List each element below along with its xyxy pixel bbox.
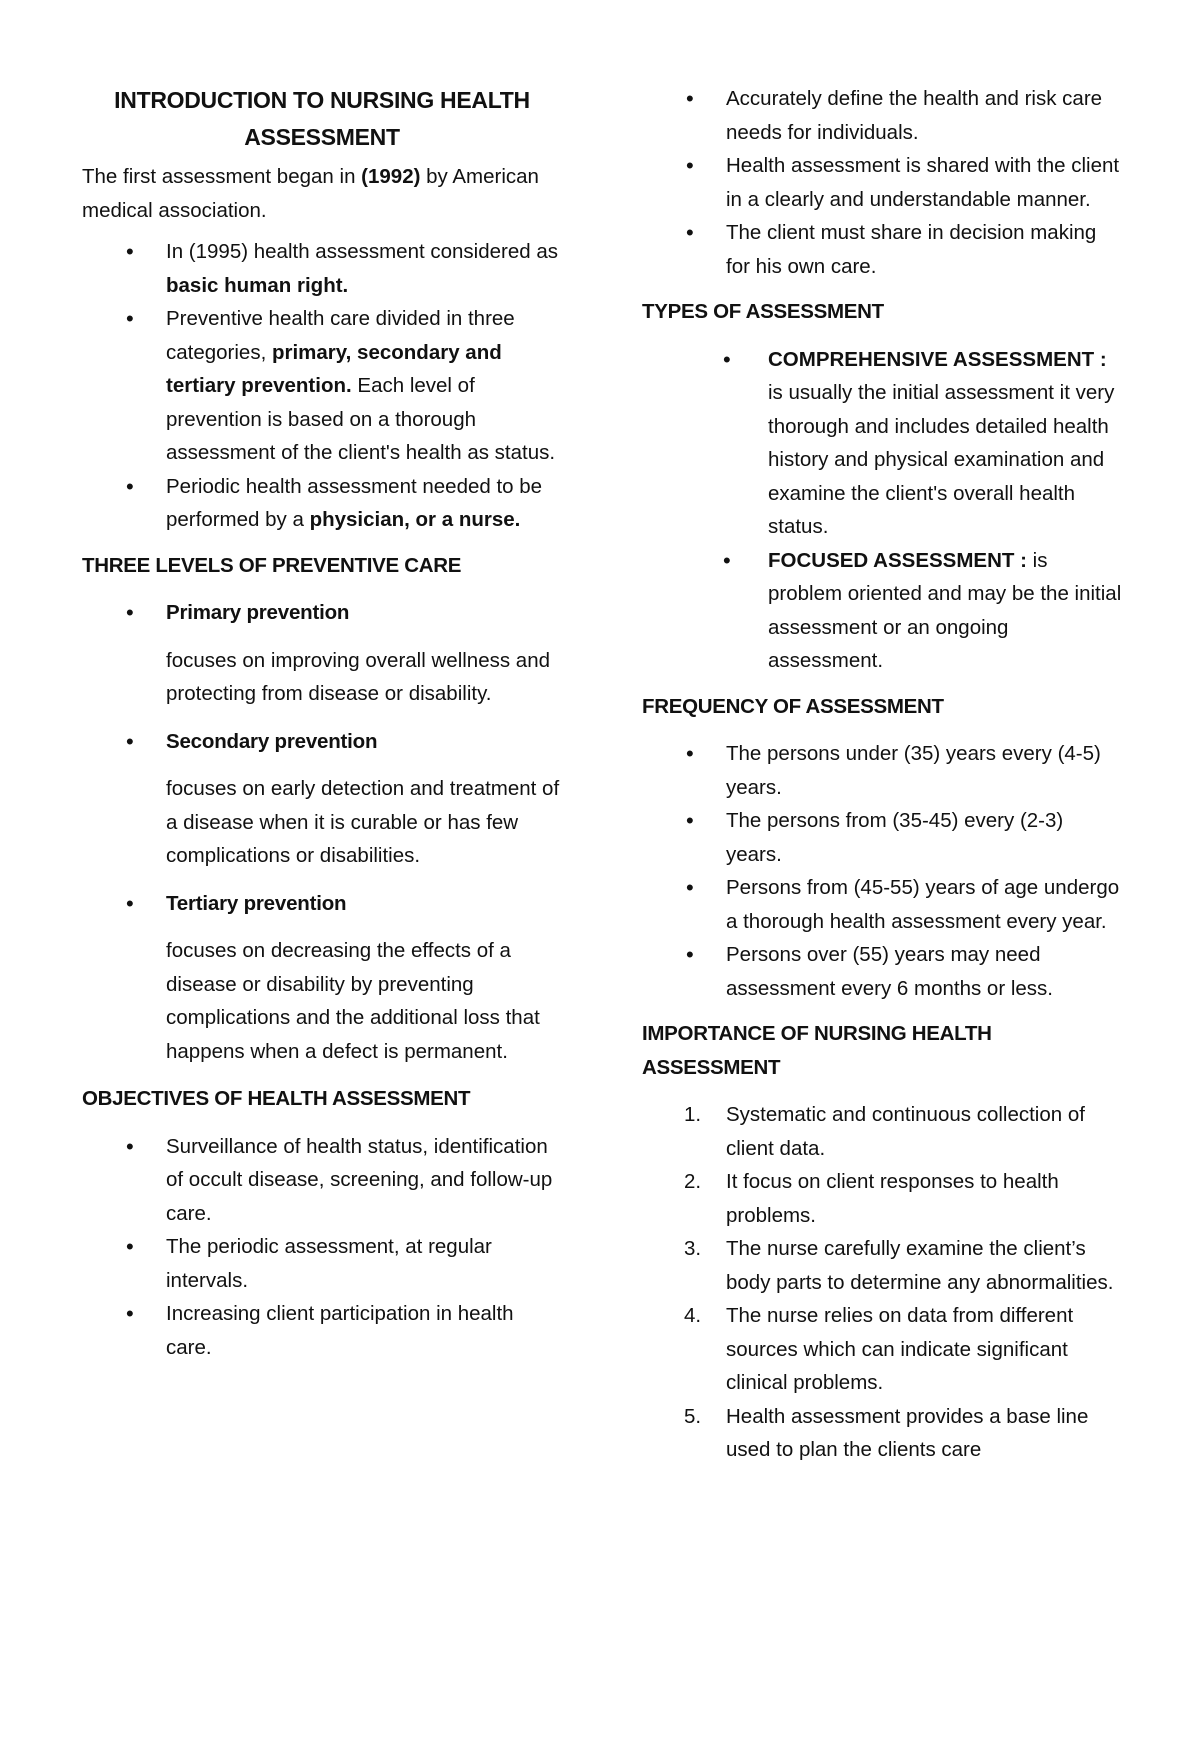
list-item bbox=[642, 1165, 1122, 1232]
item-number: 4. bbox=[684, 1304, 702, 1327]
type-description: is usually the initial assessment it very thorough and includes detailed health history and physical examination and examine the client's overall health status. bbox=[768, 381, 1115, 538]
intro-paragraph bbox=[82, 160, 562, 227]
types-list bbox=[642, 343, 1122, 678]
list-item bbox=[642, 1400, 1122, 1467]
level-name: • Primary prevention bbox=[166, 601, 350, 624]
levels-list bbox=[82, 596, 562, 1068]
list-item: • Increasing client participation in health care. bbox=[82, 1297, 562, 1364]
title-line-2: ASSESSMENT bbox=[244, 124, 400, 150]
title-line-1: INTRODUCTION TO NURSING HEALTH bbox=[114, 87, 530, 113]
item-text: The nurse relies on data from different sources which can indicate significant clinical problems. bbox=[726, 1304, 1074, 1394]
level-name: • Tertiary prevention bbox=[166, 891, 347, 915]
objectives-heading: OBJECTIVES OF HEALTH ASSESSMENT bbox=[82, 1087, 471, 1110]
item-number: 2. bbox=[684, 1170, 702, 1193]
level-item-secondary bbox=[82, 725, 562, 873]
objectives-list-right bbox=[642, 82, 1122, 283]
item-text: The nurse carefully examine the client’s body parts to determine any abnormalities. bbox=[726, 1237, 1114, 1294]
bullet-bold-text: primary, secondary and tertiary prevention. bbox=[166, 340, 502, 397]
list-item: • Surveillance of health status, identification of occult disease, screening, and follow-up care. bbox=[82, 1130, 562, 1231]
list-item bbox=[642, 1098, 1122, 1165]
intro-text-2: by American medical association. bbox=[82, 165, 539, 222]
list-item bbox=[642, 1299, 1122, 1400]
list-item: • Persons from (45-55) years of age undergo a thorough health assessment every year. bbox=[642, 871, 1122, 938]
importance-list bbox=[642, 1098, 1122, 1467]
list-item bbox=[82, 470, 562, 537]
left-column bbox=[82, 82, 562, 1370]
level-name: • Secondary prevention bbox=[166, 729, 378, 753]
list-item bbox=[642, 1232, 1122, 1299]
list-item: • Health assessment is shared with the client in a clearly and understandable manner. bbox=[642, 149, 1122, 216]
bullet-text: Preventive health care divided in three categories, bbox=[166, 307, 515, 364]
list-item bbox=[82, 302, 562, 470]
list-item: • The persons under (35) years every (4-5) years. bbox=[642, 737, 1122, 804]
types-heading: TYPES OF ASSESSMENT bbox=[642, 300, 884, 323]
list-item bbox=[642, 343, 1122, 544]
item-text: Systematic and continuous collection of client data. bbox=[726, 1103, 1085, 1160]
levels-heading: THREE LEVELS OF PREVENTIVE CARE bbox=[82, 553, 462, 577]
objectives-list-left bbox=[82, 1130, 562, 1365]
list-item bbox=[642, 544, 1122, 678]
list-item: • The periodic assessment, at regular intervals. bbox=[82, 1230, 562, 1297]
type-name: COMPREHENSIVE ASSESSMENT : bbox=[768, 347, 1107, 371]
bullet-bold-text: physician, or a nurse. bbox=[309, 508, 521, 531]
frequency-heading: FREQUENCY OF ASSESSMENT bbox=[642, 694, 944, 718]
list-item bbox=[82, 235, 562, 302]
level-description: focuses on improving overall wellness and protecting from disease or disability. bbox=[166, 648, 551, 705]
type-description: is problem oriented and may be the initial assessment or an ongoing assessment. bbox=[768, 548, 1122, 672]
level-description: focuses on decreasing the effects of a disease or disability by preventing complications and the additional loss that happens when a defect is permanent. bbox=[166, 939, 540, 1063]
intro-bullet-list bbox=[82, 235, 562, 537]
intro-text-1: The first assessment began in bbox=[82, 165, 362, 188]
level-item-tertiary bbox=[82, 887, 562, 1069]
bullet-text: Periodic health assessment needed to be performed by a bbox=[166, 474, 543, 531]
item-text: It focus on client responses to health problems. bbox=[726, 1170, 1059, 1227]
list-item: • Persons over (55) years may need assessment every 6 months or less. bbox=[642, 938, 1122, 1005]
bullet-bold-text: basic human right. bbox=[166, 273, 349, 297]
item-text: Health assessment provides a base line used to plan the clients care bbox=[726, 1404, 1089, 1461]
type-name: FOCUSED ASSESSMENT : bbox=[768, 548, 1027, 572]
item-number: 3. bbox=[684, 1237, 702, 1260]
right-column bbox=[642, 82, 1122, 1473]
list-item: • The client must share in decision making for his own care. bbox=[642, 216, 1122, 283]
document-title bbox=[82, 82, 562, 156]
bullet-text: Each level of prevention is based on a thorough assessment of the client's health as status. bbox=[166, 374, 556, 464]
frequency-list bbox=[642, 737, 1122, 1005]
item-number: 5. bbox=[684, 1404, 702, 1428]
bullet-text: In (1995) health assessment considered as bbox=[166, 240, 559, 263]
intro-year: (1992) bbox=[361, 165, 421, 188]
item-number: 1. bbox=[684, 1103, 702, 1126]
importance-heading: IMPORTANCE OF NURSING HEALTH ASSESSMENT bbox=[642, 1022, 992, 1079]
list-item: • Accurately define the health and risk care needs for individuals. bbox=[642, 82, 1122, 149]
level-description: focuses on early detection and treatment of a disease when it is curable or has few complications or disabilities. bbox=[166, 777, 560, 867]
list-item: • The persons from (35-45) every (2-3) years. bbox=[642, 804, 1122, 871]
level-item-primary bbox=[82, 596, 562, 711]
